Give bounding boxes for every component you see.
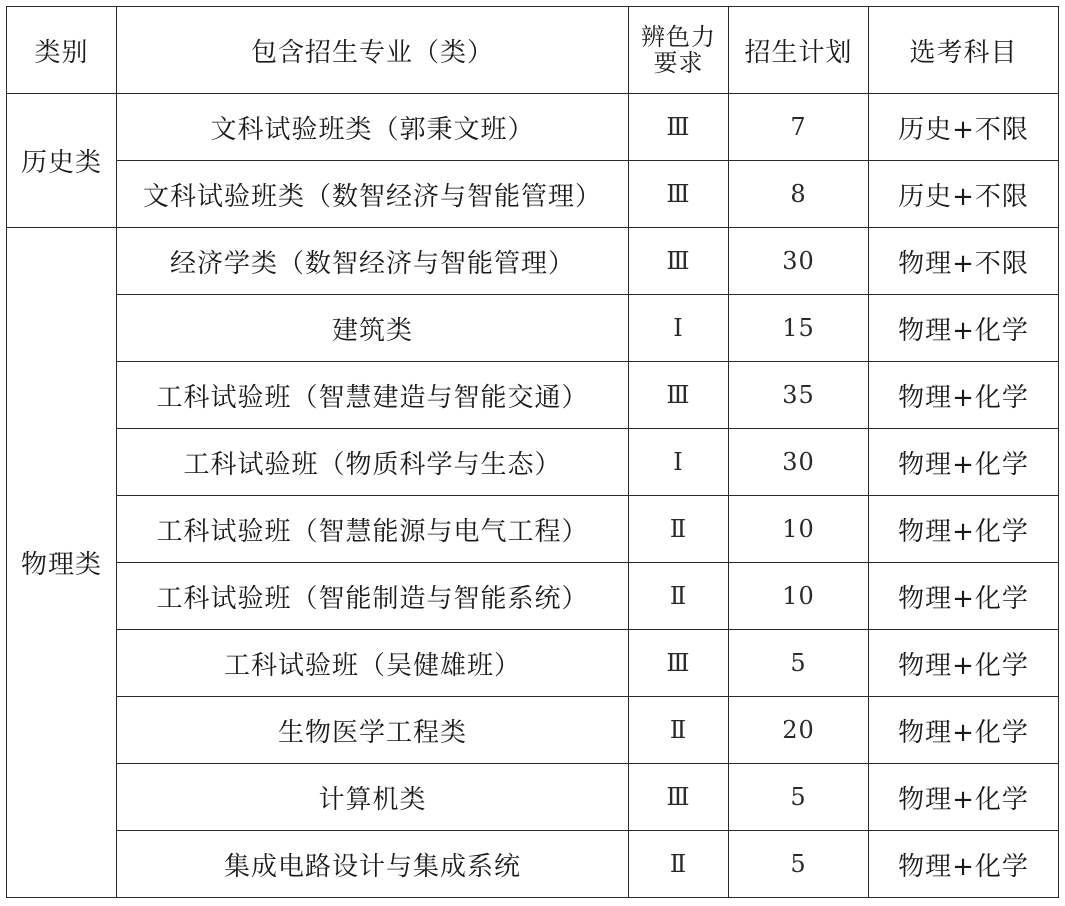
color-requirement-cell: Ⅰ — [629, 429, 729, 496]
plan-cell: 20 — [729, 697, 869, 764]
major-cell: 文科试验班类（郭秉文班） — [117, 94, 629, 161]
subjects-cell: 物理+化学 — [869, 764, 1059, 831]
table-row — [7, 764, 1059, 831]
plan-cell: 30 — [729, 429, 869, 496]
table-row — [7, 831, 1059, 898]
table-row — [7, 630, 1059, 697]
major-cell: 工科试验班（智能制造与智能系统） — [117, 563, 629, 630]
color-requirement-cell: Ⅲ — [629, 362, 729, 429]
major-cell: 生物医学工程类 — [117, 697, 629, 764]
table-row — [7, 228, 1059, 295]
subjects-cell: 物理+化学 — [869, 295, 1059, 362]
subjects-cell: 物理+化学 — [869, 362, 1059, 429]
table-row — [7, 94, 1059, 161]
header-plan: 招生计划 — [729, 7, 869, 94]
major-cell: 文科试验班类（数智经济与智能管理） — [117, 161, 629, 228]
subjects-cell: 物理+化学 — [869, 831, 1059, 898]
subjects-cell: 历史+不限 — [869, 94, 1059, 161]
subjects-cell: 物理+化学 — [869, 630, 1059, 697]
category-cell-history: 历史类 — [7, 94, 117, 228]
major-cell: 集成电路设计与集成系统 — [117, 831, 629, 898]
color-requirement-cell: Ⅱ — [629, 563, 729, 630]
color-requirement-cell: Ⅱ — [629, 697, 729, 764]
table-row — [7, 563, 1059, 630]
color-requirement-cell: Ⅲ — [629, 228, 729, 295]
major-cell: 工科试验班（吴健雄班） — [117, 630, 629, 697]
subjects-cell: 物理+化学 — [869, 429, 1059, 496]
header-color-requirement: 辨色力 要求 — [629, 7, 729, 94]
header-majors: 包含招生专业（类） — [117, 7, 629, 94]
color-requirement-cell: Ⅲ — [629, 161, 729, 228]
category-cell-physics: 物理类 — [7, 228, 117, 898]
plan-cell: 5 — [729, 831, 869, 898]
major-cell: 工科试验班（智慧能源与电气工程） — [117, 496, 629, 563]
subjects-cell: 物理+不限 — [869, 228, 1059, 295]
color-requirement-cell: Ⅱ — [629, 496, 729, 563]
table-body — [7, 94, 1059, 898]
admissions-table — [6, 6, 1059, 898]
plan-cell: 35 — [729, 362, 869, 429]
major-cell: 计算机类 — [117, 764, 629, 831]
color-requirement-cell: Ⅲ — [629, 94, 729, 161]
header-row — [7, 7, 1059, 94]
color-requirement-cell: Ⅲ — [629, 630, 729, 697]
major-cell: 工科试验班（物质科学与生态） — [117, 429, 629, 496]
color-requirement-cell: Ⅲ — [629, 764, 729, 831]
plan-cell: 5 — [729, 764, 869, 831]
major-cell: 建筑类 — [117, 295, 629, 362]
subjects-cell: 物理+化学 — [869, 563, 1059, 630]
table-row — [7, 697, 1059, 764]
major-cell: 工科试验班（智慧建造与智能交通） — [117, 362, 629, 429]
plan-cell: 8 — [729, 161, 869, 228]
plan-cell: 10 — [729, 563, 869, 630]
table-row — [7, 496, 1059, 563]
subjects-cell: 物理+化学 — [869, 697, 1059, 764]
plan-cell: 10 — [729, 496, 869, 563]
subjects-cell: 历史+不限 — [869, 161, 1059, 228]
subjects-cell: 物理+化学 — [869, 496, 1059, 563]
admissions-table-container — [6, 6, 1058, 898]
color-requirement-cell: Ⅰ — [629, 295, 729, 362]
header-category: 类别 — [7, 7, 117, 94]
plan-cell: 15 — [729, 295, 869, 362]
major-cell: 经济学类（数智经济与智能管理） — [117, 228, 629, 295]
plan-cell: 30 — [729, 228, 869, 295]
table-row — [7, 161, 1059, 228]
table-row — [7, 429, 1059, 496]
header-subjects: 选考科目 — [869, 7, 1059, 94]
table-row — [7, 362, 1059, 429]
plan-cell: 5 — [729, 630, 869, 697]
table-header — [7, 7, 1059, 94]
color-requirement-cell: Ⅱ — [629, 831, 729, 898]
plan-cell: 7 — [729, 94, 869, 161]
table-row — [7, 295, 1059, 362]
